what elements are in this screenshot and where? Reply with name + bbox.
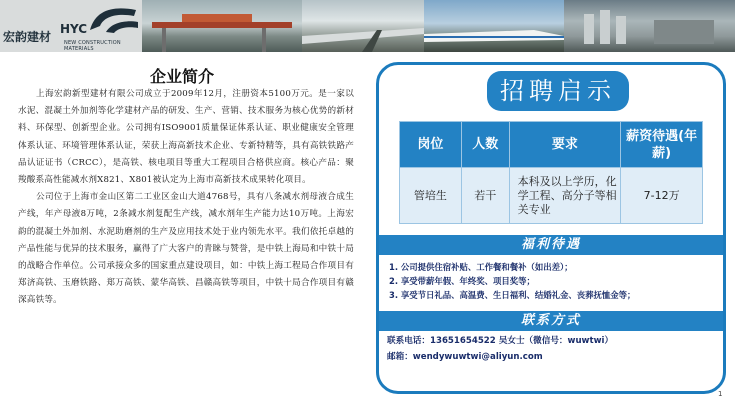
logo-chinese-text: 宏韵建材 (3, 30, 52, 44)
benefits-list (389, 260, 635, 302)
header-photo-bridge (142, 0, 302, 52)
phone-value: 13651654522 吴女士（微信号：wuwtwi） (429, 336, 614, 346)
header-photo-train (424, 0, 564, 52)
contact-title: 联系方式 (379, 311, 723, 331)
job-table (399, 121, 703, 224)
page-number: 1 (718, 390, 723, 398)
job-table-header (400, 122, 703, 168)
company-intro-title: 企业简介 (150, 67, 215, 86)
email-value: wendywuwtwi@aliyun.com (412, 352, 543, 362)
cell-count: 若干 (461, 168, 509, 224)
list-item: 1. 公司提供住宿补贴、工作餐和餐补（如出差）； (389, 262, 573, 272)
header-photo-railway (302, 0, 424, 52)
header-count: 人数 (461, 122, 509, 168)
recruitment-title: 招聘启示 (487, 71, 629, 111)
list-item: 2. 享受带薪年假、年终奖、项目奖等； (389, 276, 535, 286)
email-label: 邮箱： (387, 352, 413, 362)
intro-paragraph: 上海宏韵新型建材有限公司成立于2009年12月，注册资本5100万元。是一家以水泥、混凝土外加剂等化学建材产品的研发、生产、营销、技术服务为核心优势的新材料、环保型、创新型企业。公司拥有ISO9001质量保证体系认证、职业健康安全管理体系认证、环境管理体系认证，荣获上海高新技术企业、专新特精等，具有高铁铁路产品认证证书（CRCC），是高铁、核电项目等重大工程项目合格供应商。核心产品：聚羧酸系高性能减水剂X821、X801被认定为上海市高新技术成果转化项目。 (18, 89, 354, 186)
cell-position: 管培生 (400, 168, 462, 224)
logo-s-icon (86, 4, 140, 34)
table-row (400, 168, 703, 224)
contact-info (387, 333, 613, 365)
intro-paragraph: 公司位于上海市金山区第二工业区金山大道4768号，具有八条减水剂母液合成生产线，年产母液8万吨，2条减水剂复配生产线，减水剂年生产能力达10万吨。上海宏韵的混凝土外加剂、水泥助磨剂的生产及应用技术处于业内领先水平。我们依托卓越的产品性能与优异的技术服务，赢得了广大客户的青睐与赞誉，是中铁上海局和中铁十局的战略合作单位。公司承接众多的国家重点建设项目，如：中铁上海工程局合作项目有郑济高铁、玉磨铁路、郑万高铁、蒙华高铁、昌赣高铁等项目，中铁十局合作项目有赣深高铁等。 (18, 192, 354, 306)
header-requirement: 要求 (509, 122, 621, 168)
cell-requirement: 本科及以上学历，化学工程、高分子等相关专业 (509, 168, 621, 224)
cell-salary: 7-12万 (621, 168, 703, 224)
company-intro-body (18, 86, 354, 310)
header-photo-plant (564, 0, 735, 52)
list-item: 3. 享受节日礼品、高温费、生日福利、结婚礼金、丧葬抚恤金等； (389, 290, 636, 300)
logo-subtitle: NEW CONSTRUCTION MATERIALS (64, 40, 121, 52)
header-position: 岗位 (400, 122, 462, 168)
recruitment-panel (376, 62, 726, 394)
logo-english-text: HYC (60, 22, 88, 36)
benefits-title: 福利待遇 (379, 235, 723, 255)
header-banner (0, 0, 735, 52)
contact-email-row (387, 349, 613, 365)
phone-label: 联系电话： (387, 336, 430, 346)
contact-phone-row (387, 333, 613, 349)
company-logo (0, 0, 142, 52)
header-salary: 薪资待遇(年薪) (621, 122, 703, 168)
